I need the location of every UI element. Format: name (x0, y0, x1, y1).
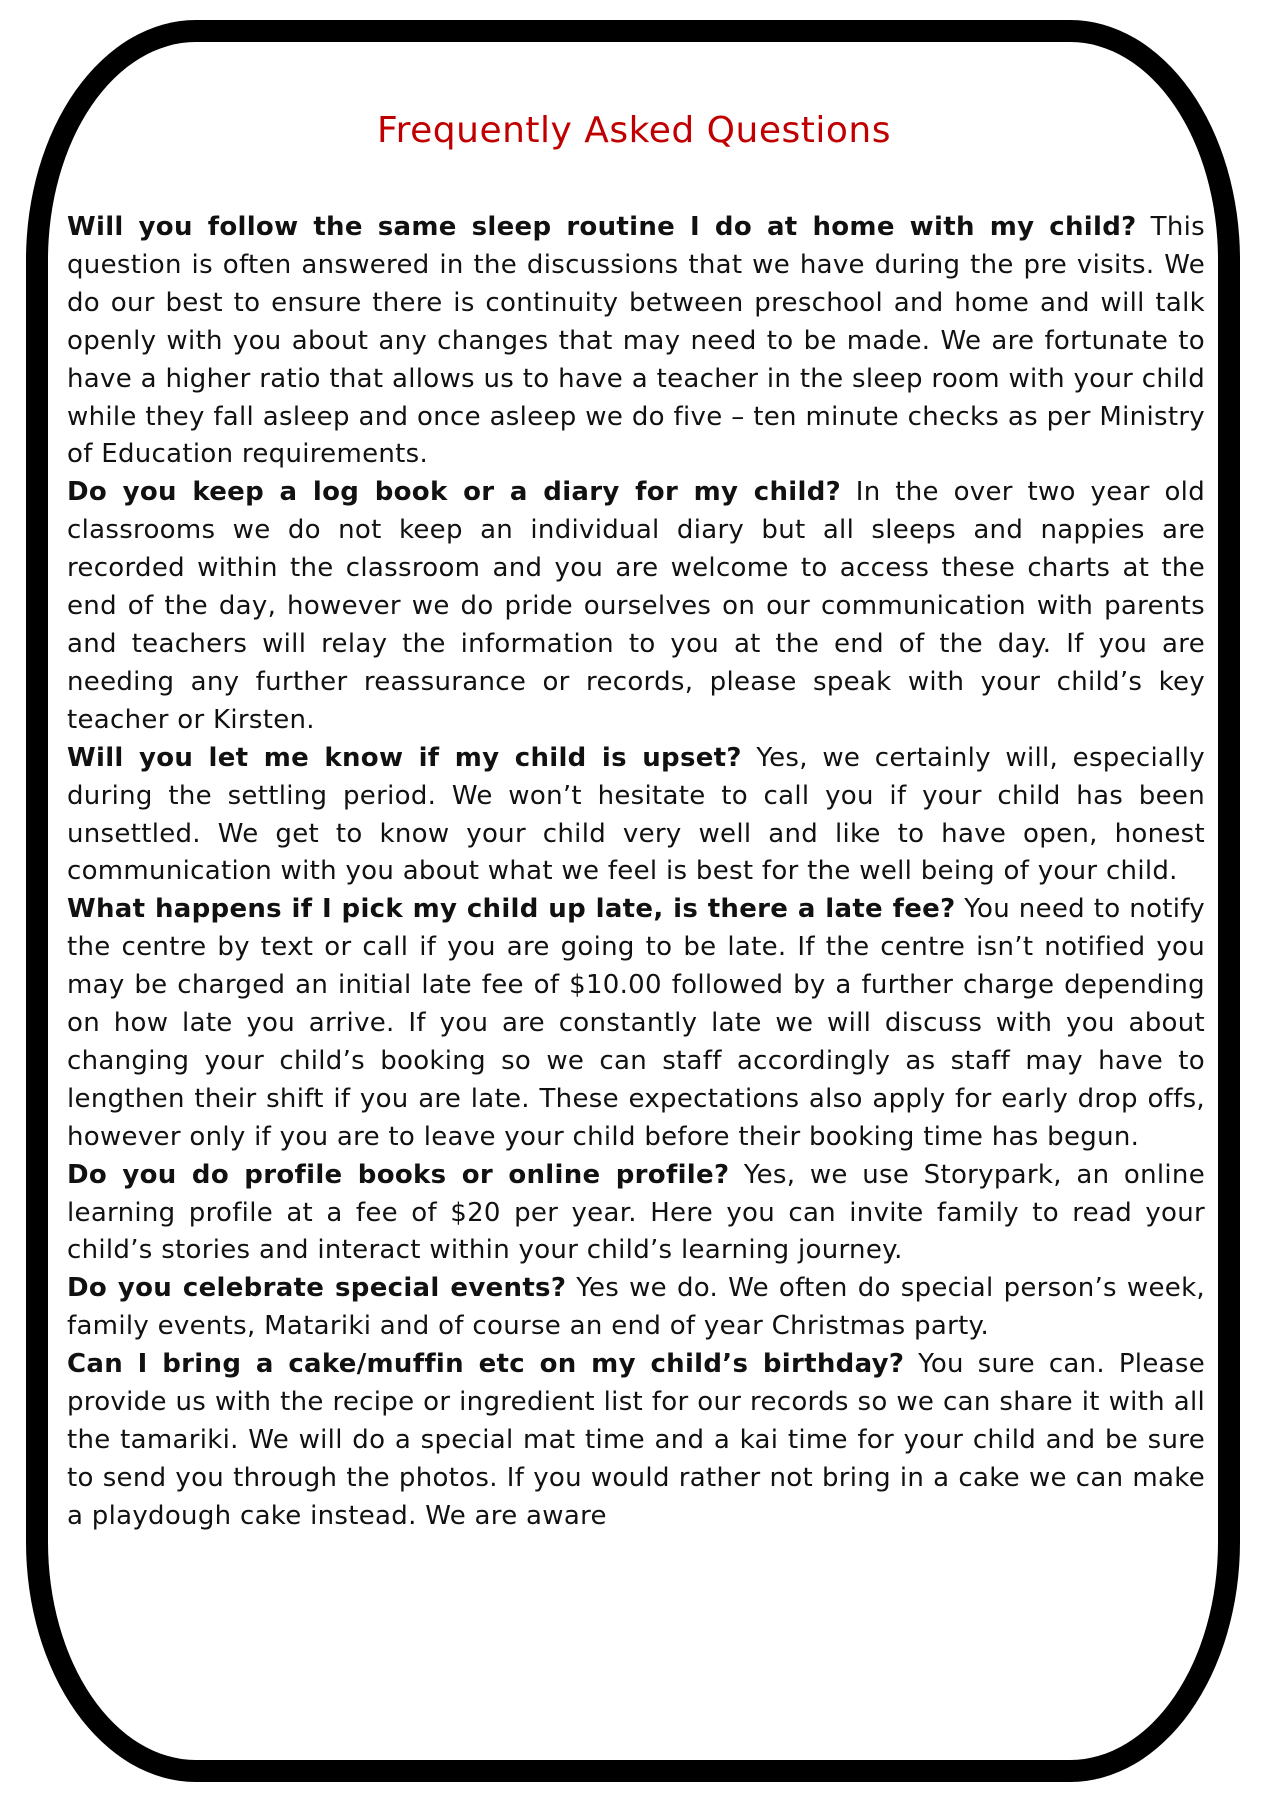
faq-answer: Yes, we certainly will, especially during the settling period. We won’t hesitate to call you if your child has been unsettled. We get to know your child very well and like to have open, honest communication with you about what we feel is best for the well being of your child. (67, 742, 1205, 887)
faq-answer: You sure can. Please provide us with the recipe or ingredient list for our records so we can share it with all the tamariki. We will do a special mat time and a kai time for your child and be sure to send you through the photos. If you would rather not bring in a cake we can make a playdough cake instead. We are aware (67, 1349, 1206, 1531)
faq-list (67, 209, 1205, 1536)
faq-item-late-fee (67, 891, 1205, 1156)
faq-question: Can I bring a cake/muffin etc on my child’s birthday? (67, 1349, 905, 1380)
faq-item-birthday-cake (67, 1346, 1205, 1536)
faq-answer: Yes, we use Storypark, an online learning profile at a fee of $20 per year. Here you can invite family to read your child’s stories and interact within your child’s learning journey. (67, 1159, 1205, 1266)
faq-question: Do you do profile books or online profile? (67, 1159, 730, 1190)
faq-answer: Yes we do. We often do special person’s week, family events, Matariki and of course an end of year Christmas party. (67, 1273, 1205, 1342)
faq-answer: You need to notify the centre by text or call if you are going to be late. If the centre isn’t notified you may be charged an initial late fee of $10.00 followed by a further charge depending on how late you arrive. If you are constantly late we will discuss with you about changing your child’s booking so we can staff accordingly as staff may have to lengthen their shift if you are late. These expectations also apply for early drop offs, however only if you are to leave your child before their booking time has begun. (67, 894, 1205, 1152)
faq-item-sleep-routine (67, 209, 1205, 474)
faq-answer: In the over two year old classrooms we do not keep an individual diary but all sleeps and nappies are recorded within the classroom and you are welcome to access these charts at the end of the day, however we do pride ourselves on our communication with parents and teachers will relay the information to you at the end of the day. If you are needing any further reassurance or records, please speak with your child’s key teacher or Kirsten. (67, 477, 1205, 735)
faq-item-upset (67, 740, 1205, 892)
faq-item-log-book (67, 474, 1205, 739)
faq-question: Will you let me know if my child is upset? (67, 742, 742, 773)
faq-question: Do you celebrate special events? (67, 1273, 567, 1304)
faq-answer: This question is often answered in the discussions that we have during the pre visits. We do our best to ensure there is continuity between preschool and home and will talk openly with you about any changes that may need to be made. We are fortunate to have a higher ratio that allows us to have a teacher in the sleep room with your child while they fall asleep and once asleep we do five – ten minute checks as per Ministry of Education requirements. (67, 212, 1205, 470)
faq-item-special-events (67, 1270, 1205, 1346)
faq-item-profile-books (67, 1157, 1205, 1271)
faq-question: Will you follow the same sleep routine I do at home with my child? (67, 212, 1137, 242)
page-title: Frequently Asked Questions (377, 110, 891, 151)
faq-question: What happens if I pick my child up late, is there a late fee? (67, 894, 956, 925)
faq-question: Do you keep a log book or a diary for my child? (67, 477, 842, 508)
